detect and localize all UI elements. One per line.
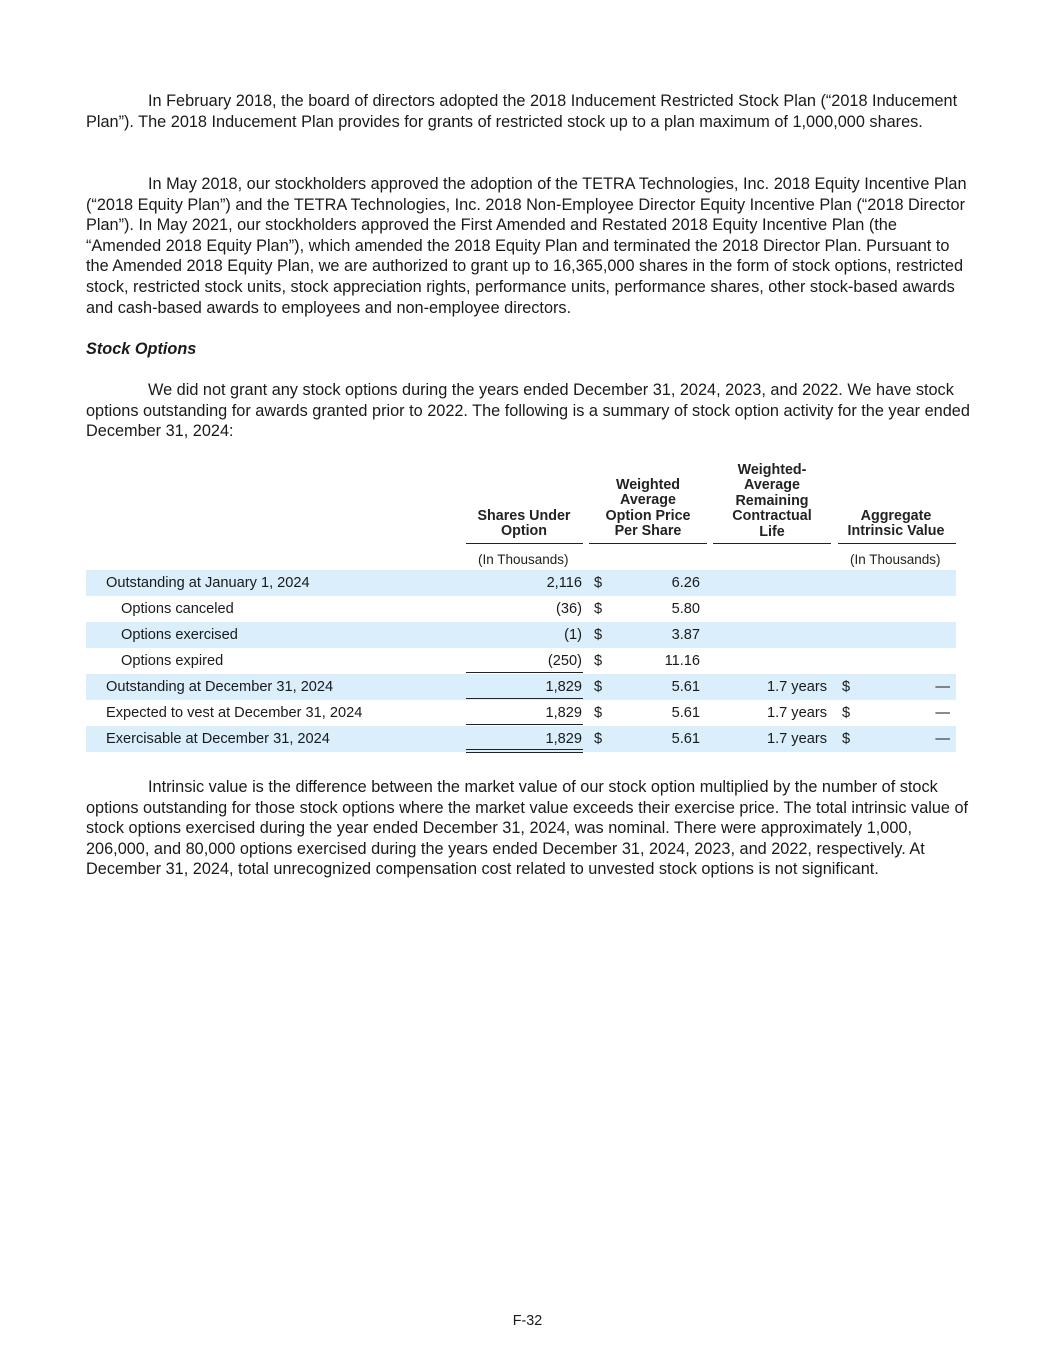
row-label: Options expired xyxy=(121,653,224,669)
section-heading-stock-options: Stock Options xyxy=(86,340,197,358)
row-label: Expected to vest at December 31, 2024 xyxy=(106,705,363,721)
header-line: Weighted xyxy=(615,477,681,493)
header-rule xyxy=(713,543,831,544)
row-shares: 2,116 xyxy=(546,575,582,591)
header-line: Per Share xyxy=(614,523,682,540)
table-row xyxy=(86,700,956,726)
page-number: F-32 xyxy=(512,1313,543,1329)
header-rule xyxy=(589,543,707,544)
row-life: 1.7 years xyxy=(766,731,827,747)
paragraph-stock-options-summary xyxy=(86,380,976,442)
header-remaining-life xyxy=(713,463,831,540)
row-dollar: $ xyxy=(594,601,603,617)
row-intrinsic: — xyxy=(935,731,950,747)
row-price: 6.26 xyxy=(671,575,700,591)
paragraph-text: In May 2018, our stockholders approved the adoption of the TETRA Technologies, Inc. 2018 Equity Incentive Plan (“2018 Equity Plan”) and the TETRA Technologies, Inc. 2018 Non-Employee Director Equity Incentive Plan (“2018 Director Plan”). In May 2021, our stockholders approved the First Amended and Restated 2018 Equity Incentive Plan (the “Amended 2018 Equity Plan”), which amended the 2018 Equity Plan and terminated the 2018 Director Plan. Pursuant to the Amended 2018 Equity Plan, we are authorized to grant up to 16,365,000 shares in the form of stock options, restricted stock, restricted stock units, stock appreciation rights, performance units, performance shares, other stock-based awards and cash-based awards to employees and non-employee directors. xyxy=(86,175,967,317)
table-row xyxy=(86,648,956,674)
row-price: 5.80 xyxy=(671,601,700,617)
row-price: 3.87 xyxy=(671,627,700,643)
table-row xyxy=(86,622,956,648)
header-line: Remaining xyxy=(735,492,809,509)
row-shares: 1,829 xyxy=(545,705,582,721)
header-line: Weighted- xyxy=(737,462,807,478)
row-dollar: $ xyxy=(594,627,603,643)
row-life: 1.7 years xyxy=(766,679,827,695)
row-dollar-intrinsic: $ xyxy=(842,679,851,695)
row-dollar: $ xyxy=(594,731,603,747)
header-aggregate-intrinsic-value xyxy=(836,509,956,540)
row-shares: 1,829 xyxy=(545,679,582,695)
paragraph-equity-plan xyxy=(86,174,976,318)
double-total-rule xyxy=(466,749,583,753)
header-weighted-average-price xyxy=(589,478,707,540)
paragraph-text: We did not grant any stock options during the years ended December 31, 2024, 2023, and 2022. We have stock options outstanding for awards granted prior to 2022. The following is a summary of stock option activity for the year ended December 31, 2024: xyxy=(86,381,970,441)
row-shares: 1,829 xyxy=(545,731,582,747)
header-line: Intrinsic Value xyxy=(847,523,945,540)
table-row xyxy=(86,674,956,700)
header-line: Aggregate xyxy=(860,508,932,524)
row-dollar-intrinsic: $ xyxy=(842,731,851,747)
row-price: 5.61 xyxy=(671,731,700,747)
paragraph-inducement-plan xyxy=(86,91,976,132)
paragraph-text: In February 2018, the board of directors adopted the 2018 Inducement Restricted Stock Plan (“2018 Inducement Plan”). The 2018 Inducement Plan provides for grants of restricted stock up to a plan maximum of 1,000,000 shares. xyxy=(86,92,958,131)
header-line: Option xyxy=(500,523,548,540)
row-label: Options exercised xyxy=(121,627,238,643)
header-shares-under-option xyxy=(464,509,584,540)
row-intrinsic: — xyxy=(935,679,950,695)
row-dollar-intrinsic: $ xyxy=(842,705,851,721)
header-line: Contractual xyxy=(732,508,812,525)
header-line: Average xyxy=(620,492,676,509)
row-price: 5.61 xyxy=(671,679,700,695)
header-line: Life xyxy=(759,523,785,540)
header-rule xyxy=(466,543,583,544)
units-shares: (In Thousands) xyxy=(478,552,569,567)
row-label: Outstanding at January 1, 2024 xyxy=(106,575,310,591)
row-dollar: $ xyxy=(594,679,603,695)
row-intrinsic: — xyxy=(935,705,950,721)
row-label: Exercisable at December 31, 2024 xyxy=(106,731,330,747)
row-dollar: $ xyxy=(594,653,603,669)
row-dollar: $ xyxy=(594,575,603,591)
units-intrinsic: (In Thousands) xyxy=(850,552,941,567)
row-price: 5.61 xyxy=(671,705,700,721)
row-label: Outstanding at December 31, 2024 xyxy=(106,679,334,695)
header-line: Average xyxy=(744,477,800,494)
row-dollar: $ xyxy=(594,705,603,721)
table-row xyxy=(86,596,956,622)
row-shares: (1) xyxy=(564,627,582,643)
row-shares: (250) xyxy=(547,653,582,669)
header-line: Option Price xyxy=(605,507,691,524)
paragraph-text: Intrinsic value is the difference between the market value of our stock option multiplied by the number of stock options outstanding for those stock options where the market value exceeds their exercise price. The total intrinsic value of stock options exercised during the year ended December 31, 2024, was nominal. There were approximately 1,000, 206,000, and 80,000 options exercised during the years ended December 31, 2024, 2023, and 2022, respectively. At December 31, 2024, total unrecognized compensation cost related to unvested stock options is not significant. xyxy=(86,778,969,879)
row-life: 1.7 years xyxy=(766,705,827,721)
header-line: Shares Under xyxy=(477,508,571,524)
total-rule xyxy=(466,724,583,725)
table-row xyxy=(86,570,956,596)
subtotal-rule xyxy=(466,672,583,673)
total-rule xyxy=(466,698,583,699)
row-shares: (36) xyxy=(556,601,582,617)
row-price: 11.16 xyxy=(664,653,700,669)
row-label: Options canceled xyxy=(121,601,234,617)
paragraph-intrinsic-value xyxy=(86,777,976,880)
header-rule xyxy=(838,543,956,544)
